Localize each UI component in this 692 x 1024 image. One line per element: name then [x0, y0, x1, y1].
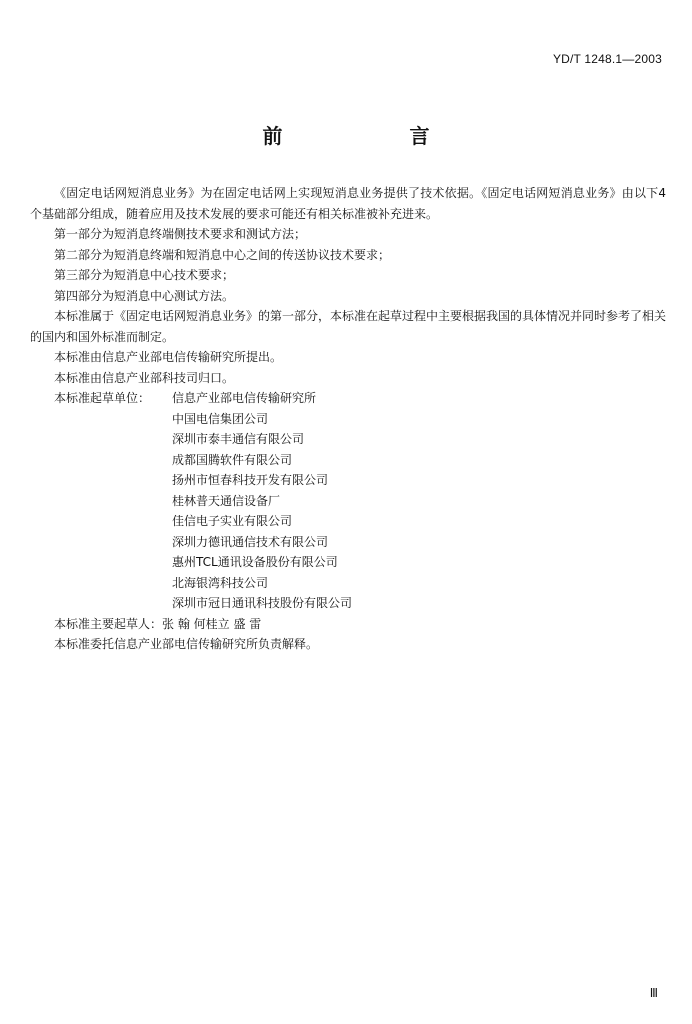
drafting-unit-name: 惠州TCL通讯设备股份有限公司: [172, 555, 338, 569]
part-two-item: 第二部分为短消息终端和短消息中心之间的传送协议技术要求；: [54, 247, 391, 262]
main-drafters: 本标准主要起草人：张 翰 何桂立 盛 雷: [54, 616, 262, 631]
drafting-unit-name: 扬州市恒春科技开发有限公司: [172, 473, 329, 487]
scope-paragraph: 本标准属于《固定电话网短消息业务》的第一部分，本标准在起草过程中主要根据我国的具体情况并同时参考了相关的国内和国外标准而制定。: [30, 309, 667, 344]
drafting-unit-name: 深圳力德讯通信技术有限公司: [172, 534, 329, 549]
drafting-unit-row: [30, 450, 666, 471]
drafting-unit-name: 成都国腾软件有限公司: [172, 452, 293, 467]
drafting-unit-row: [30, 409, 666, 430]
drafting-unit-name: 佳信电子实业有限公司: [172, 514, 293, 528]
drafting-units: [30, 388, 666, 614]
page-title: 前 言: [262, 124, 490, 148]
drafting-units-label: 本标准起草单位：: [54, 391, 151, 405]
intro-paragraph: 《固定电话网短消息业务》为在固定电话网上实现短消息业务提供了技术依据。《固定电话网短消息业务》由以下4个基础部分组成，随着应用及技术发展的要求可能还有相关标准被补充进来。: [30, 186, 666, 221]
part-four-item: 第四部分为短消息中心测试方法。: [54, 288, 235, 303]
drafting-unit-row: [30, 573, 666, 594]
proposer-paragraph: 本标准由信息产业部电信传输研究所提出。: [54, 350, 283, 364]
drafting-unit-row: [30, 491, 666, 512]
drafting-unit-name: 桂林普天通信设备厂: [172, 493, 281, 508]
drafting-unit-row: [30, 552, 666, 573]
part-three-item: 第三部分为短消息中心技术要求；: [54, 268, 235, 282]
drafting-unit-row: [30, 470, 666, 491]
drafting-unit-name: 中国电信集团公司: [172, 411, 269, 426]
standard-code: YD/T 1248.1—2003: [552, 52, 662, 66]
drafting-unit-row: [30, 593, 666, 614]
part-one-item: 第一部分为短消息终端侧技术要求和测试方法；: [54, 227, 307, 241]
drafting-unit-row: [30, 511, 666, 532]
page-number: Ⅲ: [649, 986, 658, 1000]
drafting-unit-row: [30, 388, 666, 409]
drafting-unit-name: 深圳市冠日通讯科技股份有限公司: [172, 596, 353, 610]
drafting-unit-name: 北海银湾科技公司: [172, 575, 269, 590]
drafting-unit-name: 信息产业部电信传输研究所: [172, 391, 317, 405]
foreword-body: [30, 183, 666, 655]
drafting-unit-row: [30, 532, 666, 553]
centralized-paragraph: 本标准由信息产业部科技司归口。: [54, 370, 235, 385]
drafting-unit-row: [30, 429, 666, 450]
drafting-unit-name: 深圳市泰丰通信有限公司: [172, 432, 305, 446]
interpretation-paragraph: 本标准委托信息产业部电信传输研究所负责解释。: [54, 637, 319, 651]
